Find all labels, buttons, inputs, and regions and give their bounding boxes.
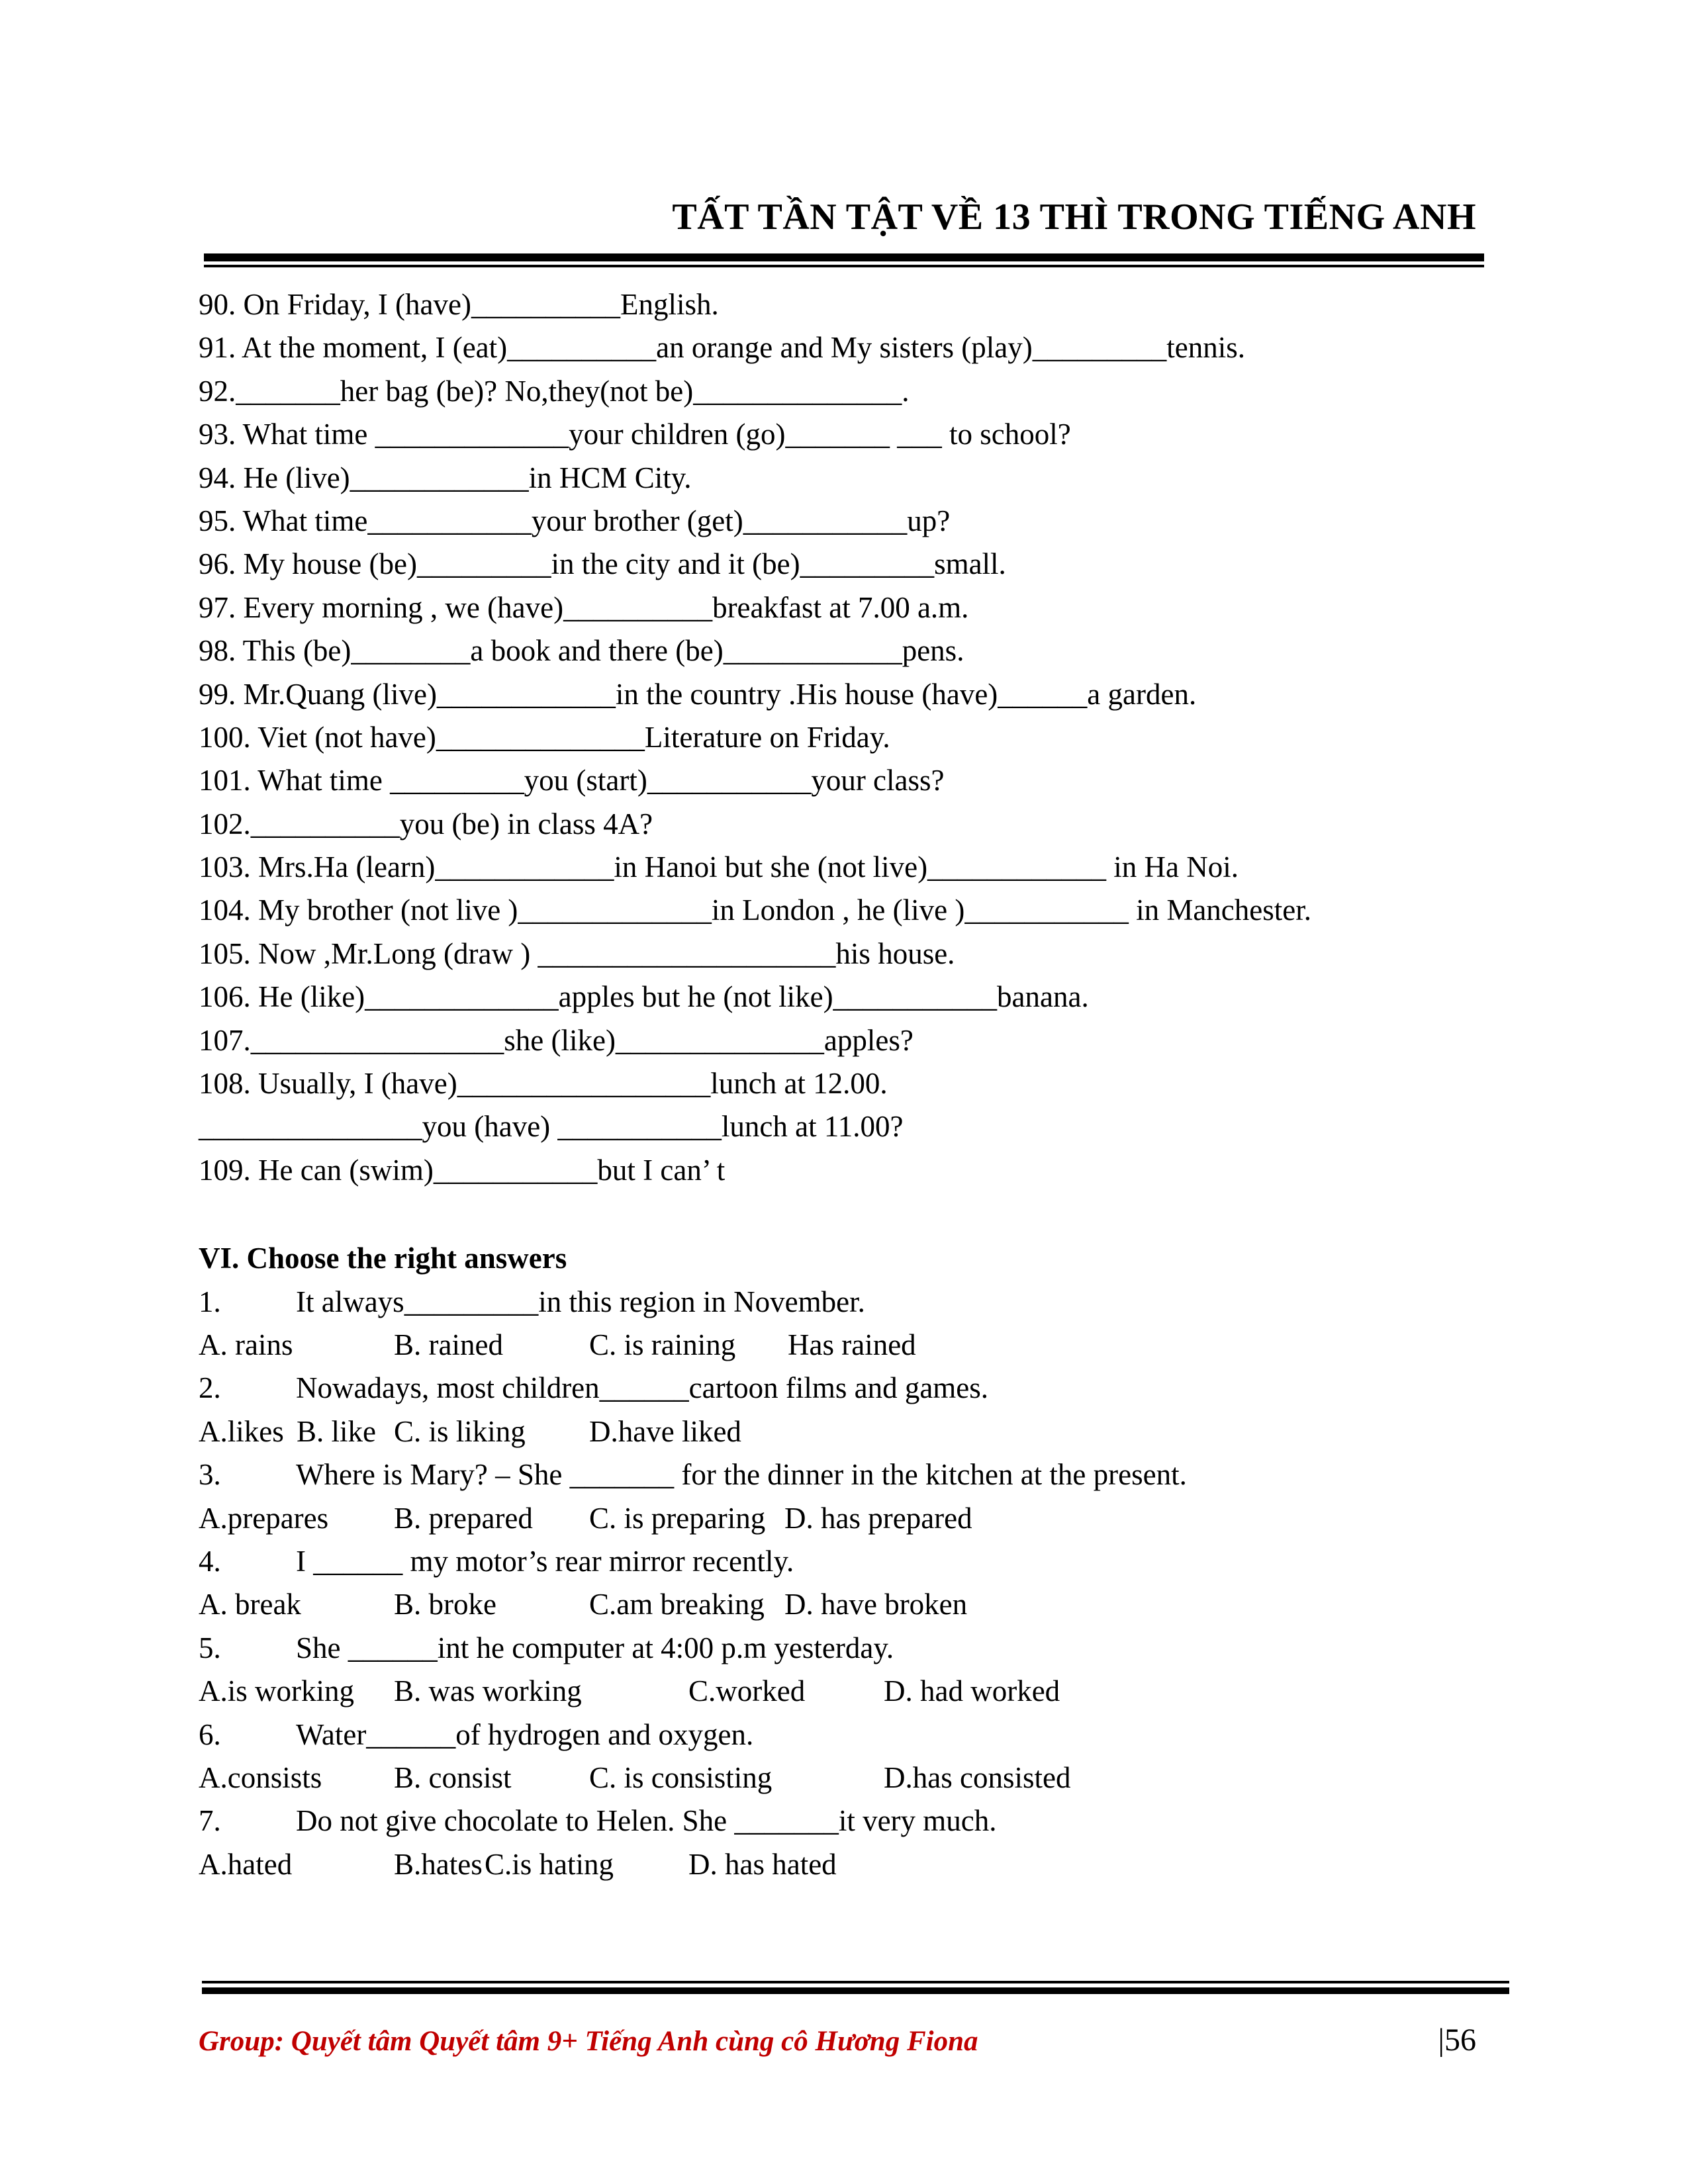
option-c: C. is preparing — [589, 1501, 766, 1535]
option-d: D.has consisted — [884, 1760, 1071, 1794]
exercise-line: 99. Mr.Quang (live)____________in the country .His house (have)______a garden. — [199, 677, 1197, 711]
exercise-line: 103. Mrs.Ha (learn)____________in Hanoi but she (not live)____________ in Ha Noi. — [199, 850, 1239, 884]
option-a: A.hated — [199, 1847, 293, 1881]
option-d: D. has prepared — [784, 1501, 972, 1535]
question-number: 2. — [199, 1371, 221, 1405]
section-title: VI. Choose the right answers — [199, 1242, 567, 1275]
spacer — [199, 1192, 1509, 1237]
page-header-title: TẤT TẦN TẬT VỀ 13 THÌ TRONG TIẾNG ANH — [672, 197, 1476, 238]
question-number: 4. — [199, 1544, 221, 1578]
header-rule-thin — [204, 265, 1484, 267]
question-text: Water______of hydrogen and oxygen. — [296, 1717, 754, 1751]
option-b: B. like — [297, 1414, 376, 1448]
exercise-line: 90. On Friday, I (have)__________English. — [199, 288, 719, 321]
option-d: D.have liked — [589, 1414, 741, 1448]
exercise-line: 92._______her bag (be)? No,they(not be)______________. — [199, 374, 910, 408]
exercise-line: 105. Now ,Mr.Long (draw ) ____________________his house. — [199, 936, 955, 970]
exercise-line: 93. What time _____________your children (go)_______ ___ to school? — [199, 418, 1071, 451]
document-body — [199, 283, 1509, 1886]
option-d: D. has hated — [688, 1847, 837, 1881]
question-text: She ______int he computer at 4:00 p.m yesterday. — [296, 1631, 894, 1664]
exercise-line: 95. What time___________your brother (get)___________up? — [199, 504, 951, 537]
answer-options — [199, 1756, 1509, 1799]
exercise-line: 106. He (like)_____________apples but he (not like)___________banana. — [199, 980, 1089, 1014]
option-a: A.is working — [199, 1674, 354, 1708]
question-text: Where is Mary? – She _______ for the dinner in the kitchen at the present. — [296, 1458, 1187, 1492]
question — [199, 1453, 1509, 1496]
option-c: C. is consisting — [589, 1760, 773, 1794]
option-b: B. was working — [394, 1674, 582, 1708]
option-c: C. is raining — [589, 1328, 736, 1361]
option-c: C.is hating — [485, 1847, 614, 1881]
exercise-line: 107._________________she (like)______________apples? — [199, 1023, 914, 1057]
question-number: 1. — [199, 1285, 221, 1318]
question — [199, 1627, 1509, 1670]
question-number: 3. — [199, 1458, 221, 1492]
question-text: Nowadays, most children______cartoon films and games. — [296, 1371, 989, 1405]
question-text: Do not give chocolate to Helen. She _______it very much. — [296, 1804, 997, 1838]
option-a: A. break — [199, 1588, 301, 1621]
exercise-line: 102.__________you (be) in class 4A? — [199, 807, 653, 841]
exercise-line: 94. He (live)____________in HCM City. — [199, 461, 692, 494]
option-c: C.worked — [688, 1674, 806, 1708]
exercise-line: _______________you (have) ___________lunch at 11.00? — [199, 1110, 904, 1144]
question-number: 5. — [199, 1631, 221, 1664]
exercise-line: 109. He can (swim)___________but I can’ t — [199, 1153, 726, 1187]
option-a: A.consists — [199, 1760, 322, 1794]
exercise-line: 91. At the moment, I (eat)__________an orange and My sisters (play)_________tennis. — [199, 331, 1245, 365]
answer-options — [199, 1583, 1509, 1626]
answer-options — [199, 1843, 1509, 1886]
option-b: B.hates — [394, 1847, 483, 1881]
exercise-line: 97. Every morning , we (have)__________breakfast at 7.00 a.m. — [199, 590, 969, 624]
question-text: It always_________in this region in November. — [296, 1285, 865, 1318]
option-b: B. consist — [394, 1760, 512, 1794]
header-rule-thick — [204, 253, 1484, 261]
option-c: C.am breaking — [589, 1588, 765, 1621]
question — [199, 1281, 1509, 1324]
exercise-line: 96. My house (be)_________in the city and it (be)_________small. — [199, 547, 1006, 581]
footer-rule-thin — [202, 1981, 1509, 1983]
option-b: B. broke — [394, 1588, 496, 1621]
question — [199, 1540, 1509, 1583]
question-number: 7. — [199, 1804, 221, 1838]
exercise-line: 101. What time _________you (start)___________your class? — [199, 764, 945, 797]
question — [199, 1799, 1509, 1843]
exercise-line: 100. Viet (not have)______________Literature on Friday. — [199, 720, 890, 754]
option-a: A.prepares — [199, 1501, 329, 1535]
option-c: C. is liking — [394, 1414, 526, 1448]
answer-options — [199, 1410, 1509, 1453]
question — [199, 1367, 1509, 1410]
option-d: Has rained — [788, 1328, 916, 1361]
answer-options — [199, 1670, 1509, 1713]
option-a: A. rains — [199, 1328, 293, 1361]
answer-options — [199, 1497, 1509, 1540]
option-d: D. have broken — [784, 1588, 968, 1621]
footer-rule-thick — [202, 1987, 1509, 1994]
option-d: D. had worked — [884, 1674, 1060, 1708]
footer-group-text: Group: Quyết tâm Quyết tâm 9+ Tiếng Anh cùng cô Hương Fiona — [199, 2026, 978, 2057]
question — [199, 1713, 1509, 1756]
question-number: 6. — [199, 1717, 221, 1751]
answer-options — [199, 1324, 1509, 1367]
exercise-line: 98. This (be)________a book and there (be)____________pens. — [199, 634, 964, 668]
page-number: |56 — [1438, 2023, 1476, 2058]
option-b: B. prepared — [394, 1501, 533, 1535]
exercise-line: 104. My brother (not live )_____________in London , he (live )___________ in Manchester. — [199, 893, 1311, 927]
option-b: B. rained — [394, 1328, 503, 1361]
question-text: I ______ my motor’s rear mirror recently. — [296, 1544, 794, 1578]
option-a: A.likes — [199, 1414, 284, 1448]
exercise-line: 108. Usually, I (have)_________________lunch at 12.00. — [199, 1067, 888, 1101]
